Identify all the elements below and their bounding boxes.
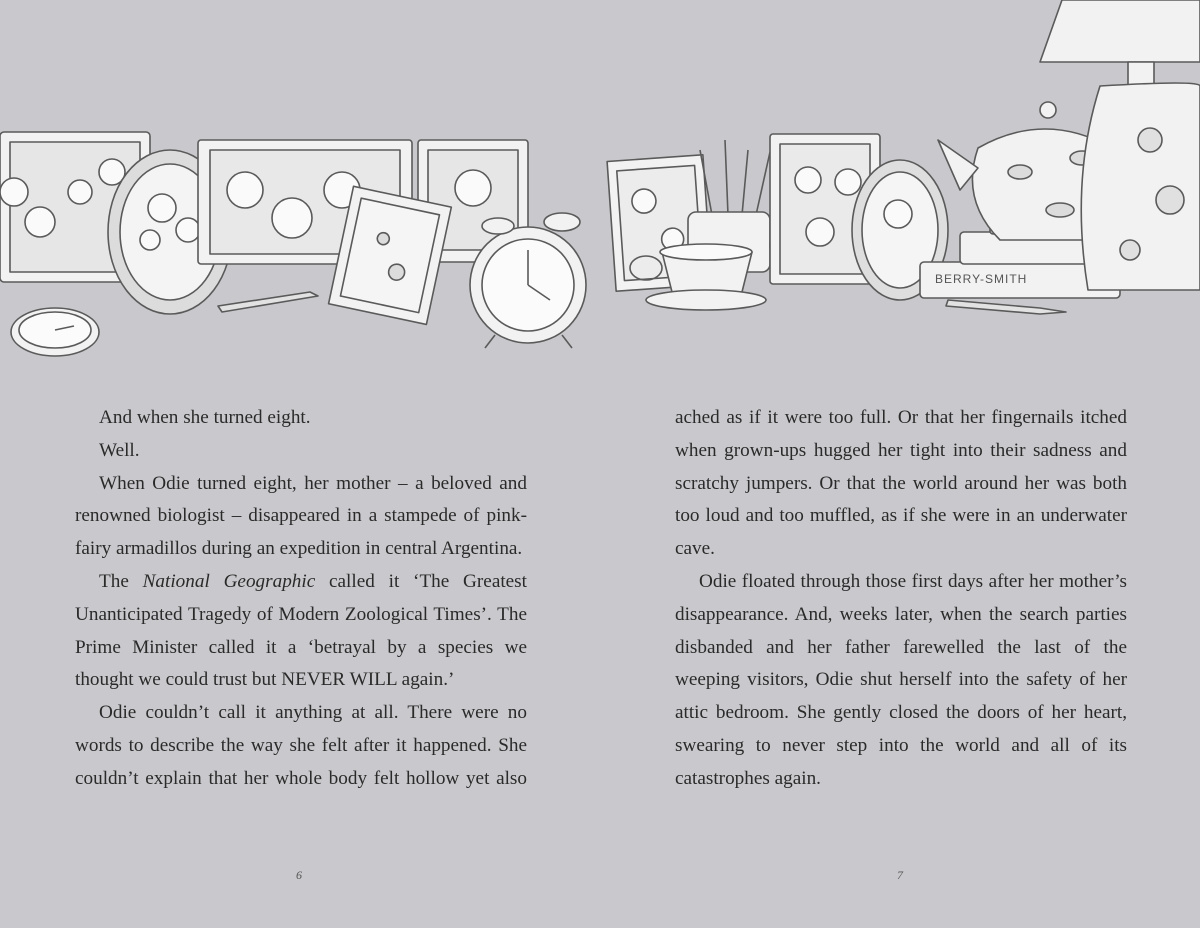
right-page-text xyxy=(675,402,1127,796)
page-number-right: 7 xyxy=(897,868,903,882)
pencil-right xyxy=(946,300,1066,314)
paragraph: Well. xyxy=(99,439,140,461)
pencil-left xyxy=(218,292,318,312)
book-spine-label: BERRY-SMITH xyxy=(935,272,1028,286)
paragraph: Odie couldn’t call it anything at all. There were no words to describe the way she felt after it happened. She couldn’t explain that her whole body felt hollow yet also xyxy=(75,702,527,789)
paragraph: And when she turned eight. xyxy=(99,407,311,428)
paragraph xyxy=(75,566,527,697)
pocket-watch xyxy=(11,308,99,356)
page-number-left: 6 xyxy=(296,868,302,882)
left-page-text xyxy=(75,402,527,796)
paragraph: When Odie turned eight, her mother – a beloved and renowned biologist – disappeared in a stampede of pink-fairy armadillos during an expedition in central Argentina. xyxy=(75,472,527,560)
publication-title: National Geographic xyxy=(142,570,316,592)
text-run: The xyxy=(99,570,143,592)
paragraph: Odie floated through those first days after her mother’s disappearance. And, weeks later, when the search parties disbanded and her father farewelled the last of the weeping visitors, Odie shut herself into the safety of her attic bedroom. She gently closed the doors of her heart, swearing to never step into the world and all of its catastrophes again. xyxy=(675,570,1127,789)
text-run: called it ‘The Greatest Unanticipated Tragedy of Modern Zoological Times’. The Prime Minister called it a ‘betrayal by a species we thought we could trust but NEVER WILL again.’ xyxy=(75,570,527,691)
paragraph: ached as if it were too full. Or that her fingernails itched when grown-ups hugged her tight into their sadness and scratchy jumpers. Or that the world around her was both too loud and too muffled, as if she were in an underwater cave. xyxy=(675,407,1127,560)
shelf-illustration xyxy=(0,0,1200,360)
